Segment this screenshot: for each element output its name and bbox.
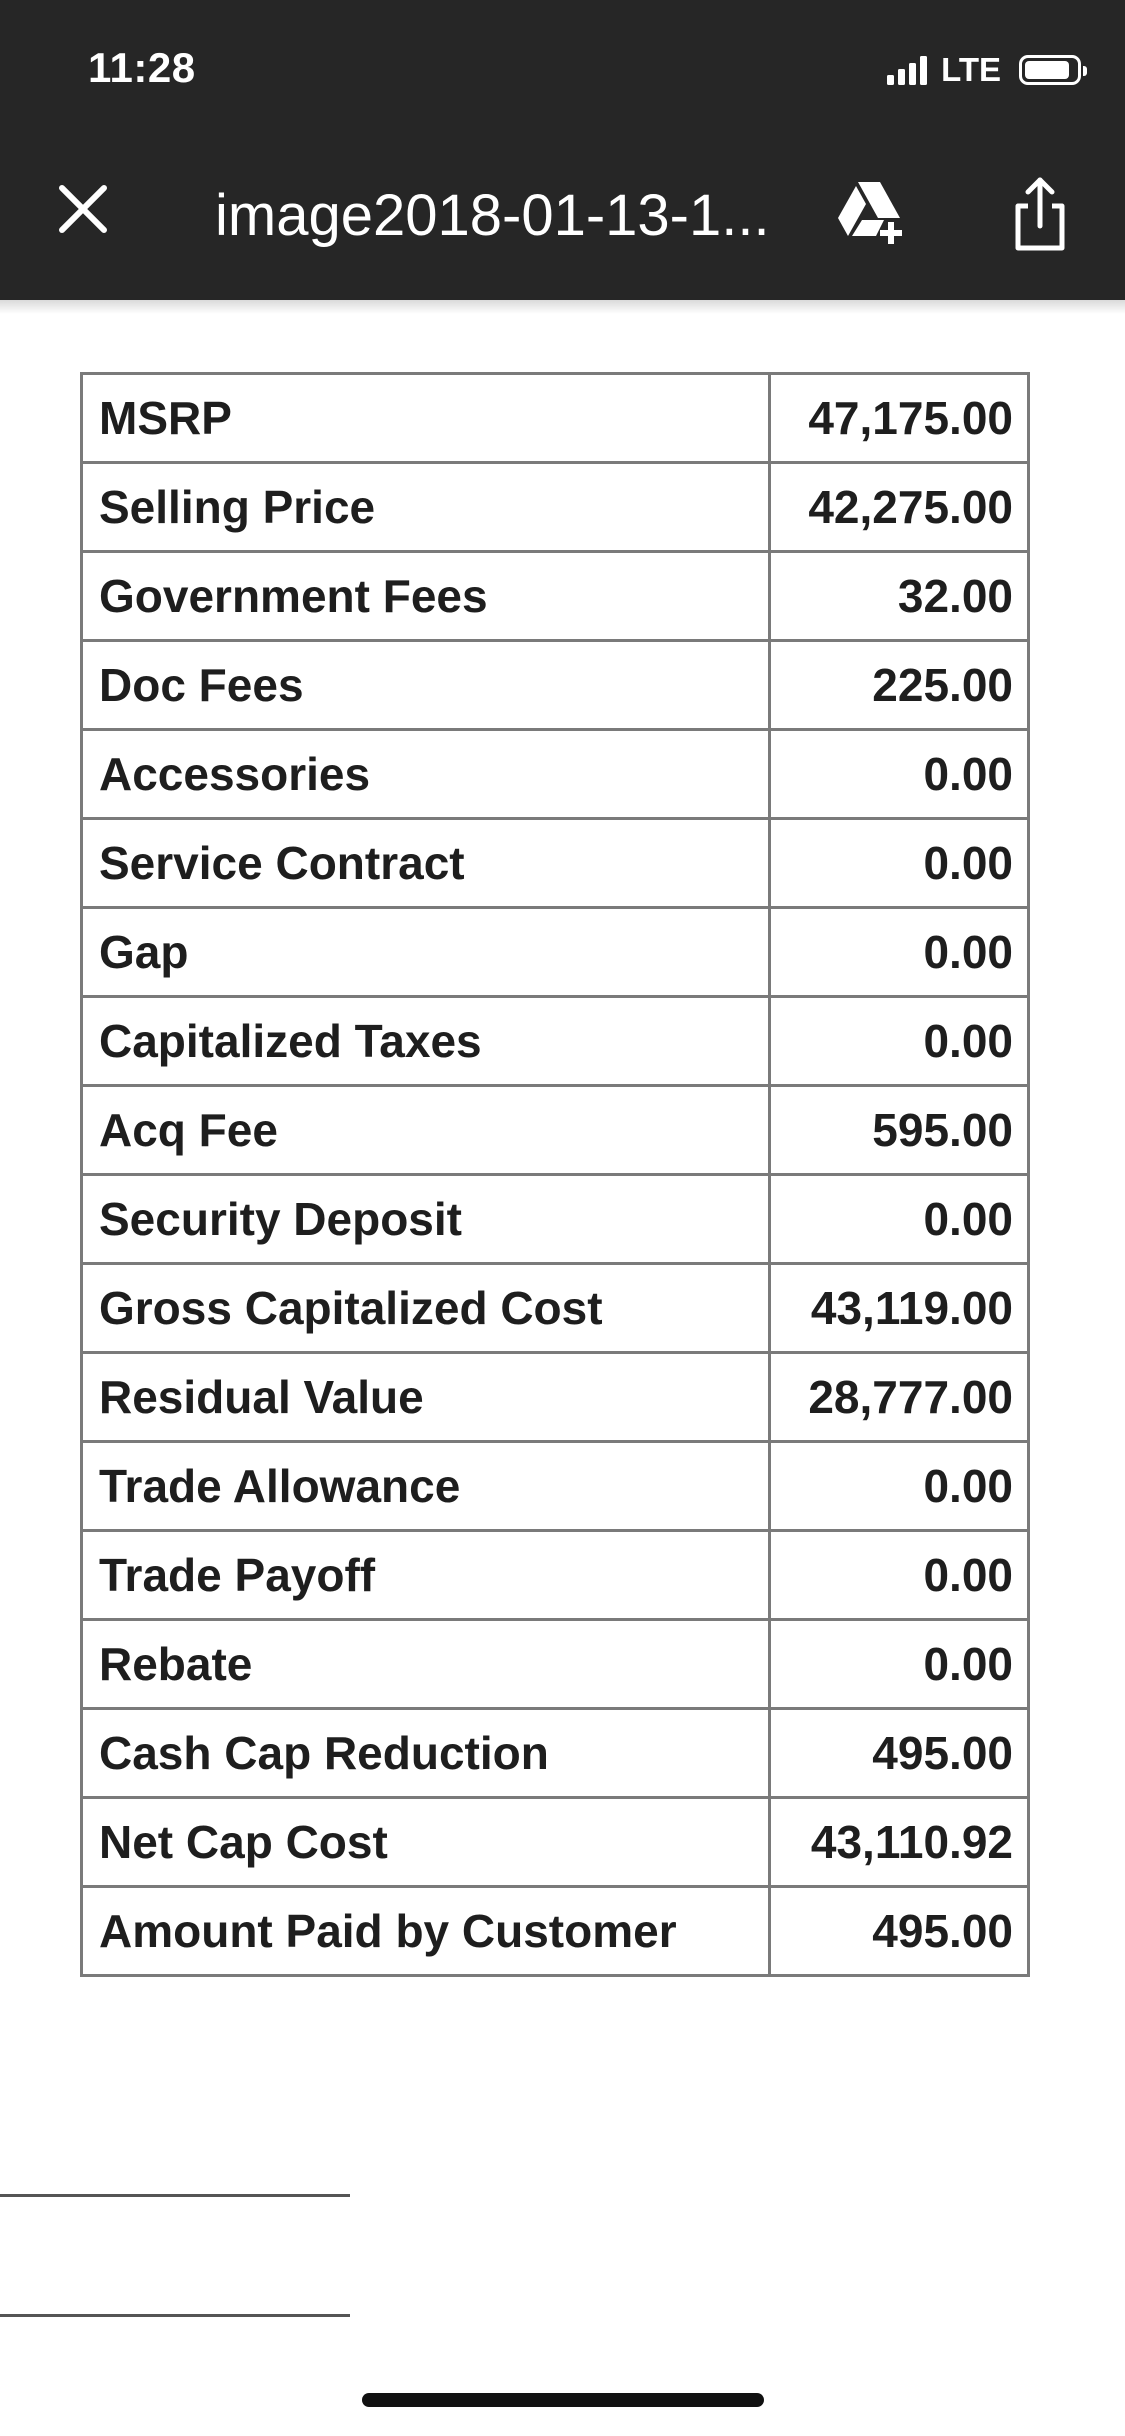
row-label: Net Cap Cost [82, 1798, 770, 1887]
row-value: 0.00 [770, 997, 1029, 1086]
table-row [82, 1442, 1029, 1531]
row-value: 495.00 [770, 1887, 1029, 1976]
row-label: Trade Allowance [82, 1442, 770, 1531]
table-row [82, 1620, 1029, 1709]
row-value: 43,110.92 [770, 1798, 1029, 1887]
table-row [82, 819, 1029, 908]
table-row [82, 1353, 1029, 1442]
table-row [82, 730, 1029, 819]
row-label: Residual Value [82, 1353, 770, 1442]
table-row [82, 908, 1029, 997]
table-row [82, 374, 1029, 463]
row-value: 43,119.00 [770, 1264, 1029, 1353]
row-label: Gap [82, 908, 770, 997]
table-row [82, 641, 1029, 730]
table-row [82, 1175, 1029, 1264]
row-value: 0.00 [770, 819, 1029, 908]
status-time: 11:28 [88, 44, 196, 91]
close-icon [52, 178, 114, 240]
row-value: 0.00 [770, 1442, 1029, 1531]
row-value: 42,275.00 [770, 463, 1029, 552]
table-row [82, 1798, 1029, 1887]
row-value: 225.00 [770, 641, 1029, 730]
row-value: 0.00 [770, 908, 1029, 997]
row-label: MSRP [82, 374, 770, 463]
add-to-drive-button[interactable] [836, 178, 912, 246]
table-row [82, 1531, 1029, 1620]
table-row [82, 1709, 1029, 1798]
table-row [82, 997, 1029, 1086]
row-label: Service Contract [82, 819, 770, 908]
table-row [82, 463, 1029, 552]
row-value: 28,777.00 [770, 1353, 1029, 1442]
document-image [80, 372, 1030, 1977]
battery-icon [1019, 55, 1081, 85]
row-value: 495.00 [770, 1709, 1029, 1798]
row-label: Acq Fee [82, 1086, 770, 1175]
network-label: LTE [941, 51, 1001, 88]
share-button[interactable] [1010, 174, 1070, 254]
row-value: 0.00 [770, 1531, 1029, 1620]
close-button[interactable] [52, 178, 114, 240]
table-row [82, 1264, 1029, 1353]
document-title: image2018-01-13-1... [215, 183, 770, 248]
row-label: Rebate [82, 1620, 770, 1709]
home-indicator[interactable] [362, 2393, 764, 2407]
row-value: 0.00 [770, 730, 1029, 819]
row-label: Gross Capitalized Cost [82, 1264, 770, 1353]
row-label: Amount Paid by Customer [82, 1887, 770, 1976]
status-indicators [887, 50, 1081, 90]
header-shadow [0, 300, 1125, 314]
top-bar [0, 0, 1125, 300]
google-drive-add-icon [836, 178, 912, 246]
signature-line-1 [0, 2194, 350, 2197]
table-row [82, 552, 1029, 641]
row-label: Capitalized Taxes [82, 997, 770, 1086]
lease-cost-table [80, 372, 1030, 1977]
share-icon [1010, 174, 1070, 254]
row-value: 0.00 [770, 1175, 1029, 1264]
signature-line-2 [0, 2314, 350, 2317]
row-label: Government Fees [82, 552, 770, 641]
signal-icon [887, 55, 927, 85]
row-label: Doc Fees [82, 641, 770, 730]
row-value: 0.00 [770, 1620, 1029, 1709]
row-label: Cash Cap Reduction [82, 1709, 770, 1798]
row-label: Trade Payoff [82, 1531, 770, 1620]
row-value: 32.00 [770, 552, 1029, 641]
row-value: 47,175.00 [770, 374, 1029, 463]
table-row [82, 1086, 1029, 1175]
table-row [82, 1887, 1029, 1976]
row-value: 595.00 [770, 1086, 1029, 1175]
row-label: Security Deposit [82, 1175, 770, 1264]
row-label: Accessories [82, 730, 770, 819]
row-label: Selling Price [82, 463, 770, 552]
